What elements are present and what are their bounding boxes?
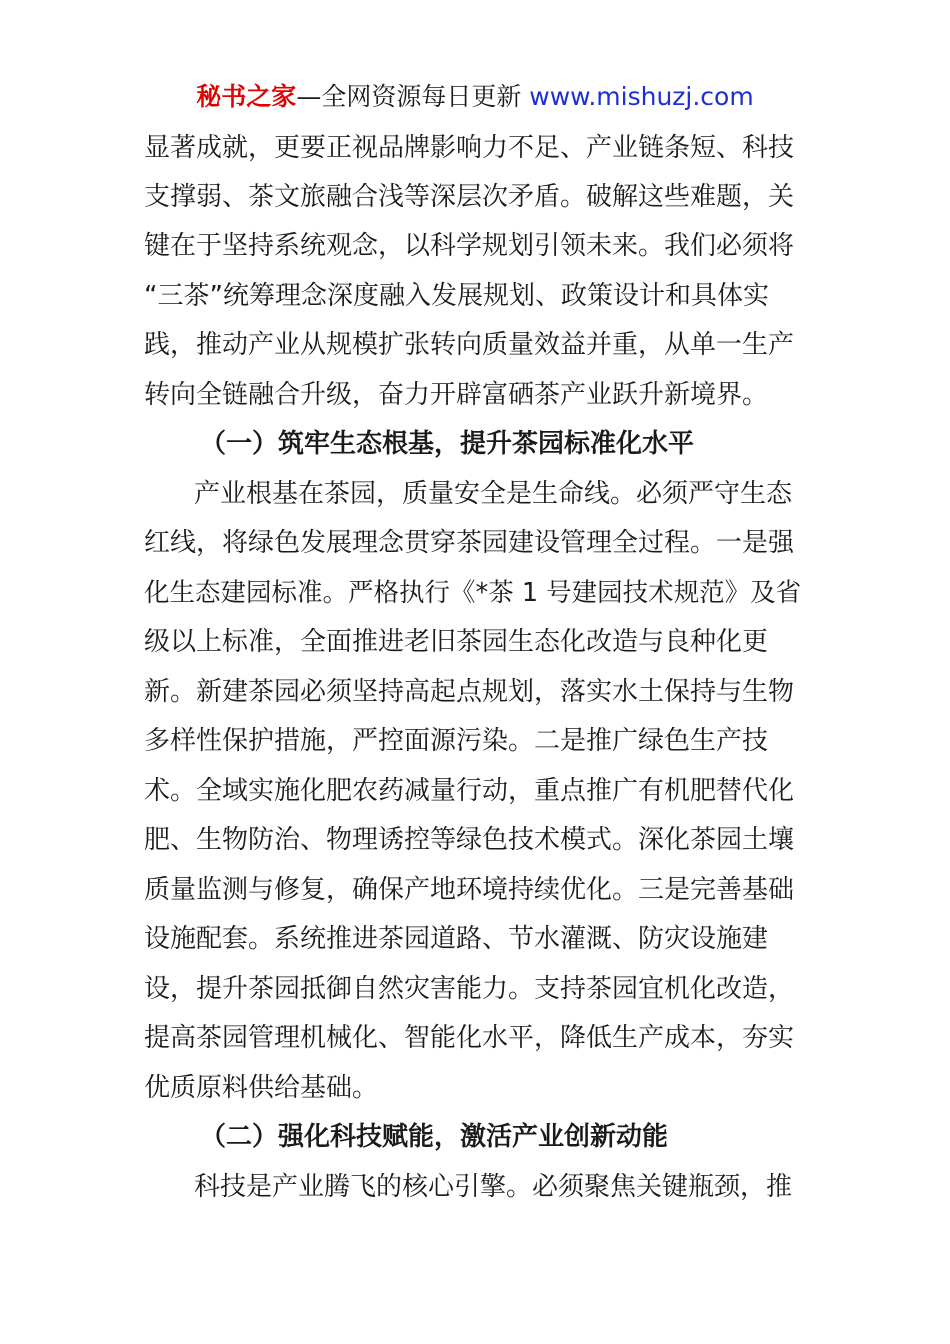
paragraph-line: 提高茶园管理机械化、智能化水平，降低生产成本，夯实 bbox=[144, 1023, 795, 1053]
paragraph-line: 键在于坚持系统观念，以科学规划引领未来。我们必须将 bbox=[144, 231, 795, 261]
paragraph-line: 科技是产业腾飞的核心引擎。必须聚焦关键瓶颈，推 bbox=[194, 1172, 793, 1202]
section-heading: （一）筑牢生态根基，提升茶园标准化水平 bbox=[200, 429, 695, 459]
paragraph-line: 级以上标准，全面推进老旧茶园生态化改造与良种化更 bbox=[144, 627, 769, 657]
paragraph-line: 术。全域实施化肥农药减量行动，重点推广有机肥替代化 bbox=[144, 776, 795, 806]
paragraph-line: 优质原料供给基础。 bbox=[144, 1073, 379, 1103]
paragraph-line: 红线，将绿色发展理念贯穿茶园建设管理全过程。一是强 bbox=[144, 528, 795, 558]
paragraph-line: 显著成就，更要正视品牌影响力不足、产业链条短、科技 bbox=[144, 133, 795, 163]
paragraph-line: 质量监测与修复，确保产地环境持续优化。三是完善基础 bbox=[144, 875, 795, 905]
paragraph-line: 设施配套。系统推进茶园道路、节水灌溉、防灾设施建 bbox=[144, 924, 769, 954]
site-brand: 秘书之家 bbox=[196, 82, 297, 111]
site-url-link[interactable]: www.mishuzj.com bbox=[529, 82, 754, 111]
paragraph-line: 践，推动产业从规模扩张转向质量效益并重，从单一生产 bbox=[144, 330, 795, 360]
site-banner bbox=[0, 80, 950, 114]
paragraph-line: 肥、生物防治、物理诱控等绿色技术模式。深化茶园土壤 bbox=[144, 825, 795, 855]
paragraph-line: 多样性保护措施，严控面源污染。二是推广绿色生产技 bbox=[144, 726, 769, 756]
paragraph-line: 产业根基在茶园，质量安全是生命线。必须严守生态 bbox=[194, 479, 793, 509]
paragraph-line: “三茶”统筹理念深度融入发展规划、政策设计和具体实 bbox=[144, 281, 769, 311]
paragraph-line: 化生态建园标准。严格执行《*茶 1 号建园技术规范》及省 bbox=[144, 578, 802, 608]
paragraph-line: 新。新建茶园必须坚持高起点规划，落实水土保持与生物 bbox=[144, 677, 795, 707]
paragraph-line: 设，提升茶园抵御自然灾害能力。支持茶园宜机化改造， bbox=[144, 974, 795, 1004]
section-heading: （二）强化科技赋能，激活产业创新动能 bbox=[200, 1122, 669, 1152]
paragraph-line: 支撑弱、茶文旅融合浅等深层次矛盾。破解这些难题，关 bbox=[144, 182, 795, 212]
paragraph-line: 转向全链融合升级，奋力开辟富硒茶产业跃升新境界。 bbox=[144, 380, 769, 410]
site-tagline: —全网资源每日更新 bbox=[296, 82, 522, 111]
